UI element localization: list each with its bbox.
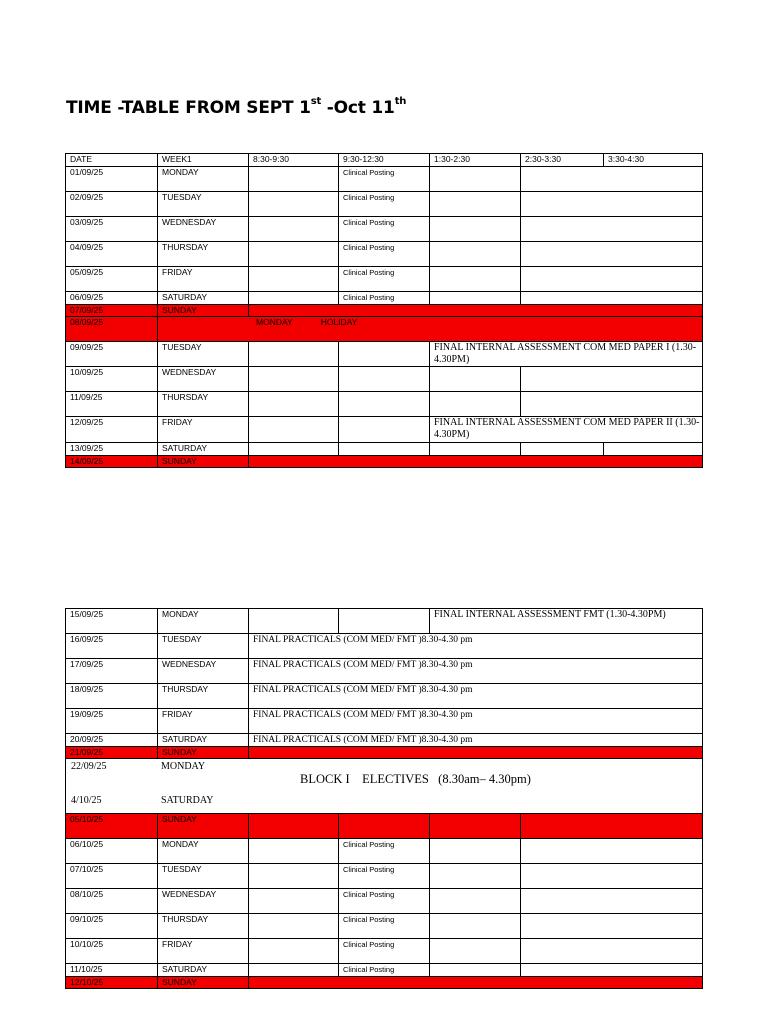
clinical-posting: Clinical Posting <box>339 964 430 977</box>
table-row <box>66 609 703 634</box>
table-row <box>66 217 703 242</box>
block-electives: BLOCK I ELECTIVES (8.30am– 4.30pm) <box>300 772 531 786</box>
row-day: SATURDAY <box>161 795 214 806</box>
table-row-sunday <box>66 977 703 989</box>
table-row-sunday <box>66 814 703 839</box>
header-date: DATE <box>66 154 158 167</box>
row-date: 01/09/25 <box>66 167 158 192</box>
row-day: SUNDAY <box>158 456 249 468</box>
table-row <box>66 889 703 914</box>
table-row <box>66 634 703 659</box>
row-day: SATURDAY <box>158 964 249 977</box>
row-date: 13/09/25 <box>66 443 158 456</box>
table-header-row <box>66 154 703 167</box>
final-practicals: FINAL PRACTICALS (COM MED/ FMT )8.30-4.30 pm <box>249 709 703 734</box>
header-slot-3: 1:30-2:30 <box>430 154 521 167</box>
row-day: FRIDAY <box>158 939 249 964</box>
row-day: MONDAY <box>161 761 206 772</box>
timetable-september <box>65 153 703 468</box>
row-date: 08/09/25 <box>66 317 158 342</box>
table-row <box>66 684 703 709</box>
header-slot-2: 9:30-12:30 <box>339 154 430 167</box>
row-date: 21/09/25 <box>66 747 158 759</box>
exam-com-med-paper-2: FINAL INTERNAL ASSESSMENT COM MED PAPER II (1.30-4.30PM) <box>430 417 703 443</box>
clinical-posting: Clinical Posting <box>339 217 430 242</box>
table-row <box>66 242 703 267</box>
row-day: SATURDAY <box>158 292 249 305</box>
table-row <box>66 342 703 367</box>
table-row <box>66 267 703 292</box>
row-date: 06/10/25 <box>66 839 158 864</box>
row-day: MONDAY <box>158 167 249 192</box>
row-date: 22/09/25 <box>71 761 107 772</box>
table-row <box>66 964 703 977</box>
row-date: 4/10/25 <box>71 795 102 806</box>
row-date: 09/09/25 <box>66 342 158 367</box>
row-day: SUNDAY <box>158 305 249 317</box>
row-day: TUESDAY <box>158 192 249 217</box>
row-date: 03/09/25 <box>66 217 158 242</box>
table-row-sunday <box>66 456 703 468</box>
table-row <box>66 443 703 456</box>
row-date: 10/09/25 <box>66 367 158 392</box>
row-day: SUNDAY <box>158 977 249 989</box>
row-date: 05/09/25 <box>66 267 158 292</box>
clinical-posting: Clinical Posting <box>339 242 430 267</box>
table-row <box>66 839 703 864</box>
final-practicals: FINAL PRACTICALS (COM MED/ FMT )8.30-4.30 pm <box>249 684 703 709</box>
row-date: 14/09/25 <box>66 456 158 468</box>
clinical-posting: Clinical Posting <box>339 292 430 305</box>
header-slot-5: 3:30-4:30 <box>604 154 703 167</box>
header-slot-4: 2:30-3:30 <box>521 154 604 167</box>
header-slot-1: 8:30-9:30 <box>249 154 339 167</box>
row-date: 18/09/25 <box>66 684 158 709</box>
table-row <box>66 659 703 684</box>
table-row <box>66 734 703 747</box>
final-practicals: FINAL PRACTICALS (COM MED/ FMT )8.30-4.30 pm <box>249 734 703 747</box>
row-day: THURSDAY <box>158 392 249 417</box>
row-date: 19/09/25 <box>66 709 158 734</box>
row-date: 02/09/25 <box>66 192 158 217</box>
row-day: SATURDAY <box>158 734 249 747</box>
row-date: 07/09/25 <box>66 305 158 317</box>
table-row <box>66 864 703 889</box>
table-row-sunday <box>66 305 703 317</box>
clinical-posting: Clinical Posting <box>339 864 430 889</box>
row-day: WEDNESDAY <box>158 659 249 684</box>
row-day: MONDAY <box>256 317 293 327</box>
final-practicals: FINAL PRACTICALS (COM MED/ FMT )8.30-4.30 pm <box>249 634 703 659</box>
row-date: 16/09/25 <box>66 634 158 659</box>
row-day: MONDAY <box>158 839 249 864</box>
table-row <box>66 192 703 217</box>
table-row <box>66 914 703 939</box>
row-day: TUESDAY <box>158 634 249 659</box>
row-date: 11/10/25 <box>66 964 158 977</box>
clinical-posting: Clinical Posting <box>339 839 430 864</box>
row-date: 12/10/25 <box>66 977 158 989</box>
row-day: THURSDAY <box>158 684 249 709</box>
clinical-posting: Clinical Posting <box>339 267 430 292</box>
row-date: 06/09/25 <box>66 292 158 305</box>
exam-com-med-paper-1: FINAL INTERNAL ASSESSMENT COM MED PAPER I (1.30-4.30PM) <box>430 342 703 367</box>
table-row-holiday <box>66 317 703 342</box>
row-day: MONDAY <box>158 609 249 634</box>
clinical-posting: Clinical Posting <box>339 914 430 939</box>
clinical-posting: Clinical Posting <box>339 167 430 192</box>
row-day: THURSDAY <box>158 914 249 939</box>
row-day: TUESDAY <box>158 342 249 367</box>
clinical-posting: Clinical Posting <box>339 889 430 914</box>
table-row <box>66 367 703 392</box>
table-row-electives <box>66 759 703 814</box>
final-practicals: FINAL PRACTICALS (COM MED/ FMT )8.30-4.30 pm <box>249 659 703 684</box>
row-day: WEDNESDAY <box>158 367 249 392</box>
clinical-posting: Clinical Posting <box>339 192 430 217</box>
row-date: 07/10/25 <box>66 864 158 889</box>
row-day: FRIDAY <box>158 267 249 292</box>
table-row <box>66 167 703 192</box>
row-date: 08/10/25 <box>66 889 158 914</box>
table-row <box>66 392 703 417</box>
row-day: FRIDAY <box>158 709 249 734</box>
row-day: SUNDAY <box>158 747 249 759</box>
row-date: 04/09/25 <box>66 242 158 267</box>
row-date: 11/09/25 <box>66 392 158 417</box>
header-week: WEEK1 <box>158 154 249 167</box>
table-row <box>66 709 703 734</box>
row-day: SATURDAY <box>158 443 249 456</box>
row-day: WEDNESDAY <box>158 217 249 242</box>
table-row <box>66 939 703 964</box>
row-day: FRIDAY <box>158 417 249 443</box>
row-date: 17/09/25 <box>66 659 158 684</box>
row-date: 10/10/25 <box>66 939 158 964</box>
table-row <box>66 292 703 305</box>
row-date: 05/10/25 <box>66 814 158 839</box>
row-date: 12/09/25 <box>66 417 158 443</box>
exam-fmt: FINAL INTERNAL ASSESSMENT FMT (1.30-4.30PM) <box>430 609 703 634</box>
row-date: 20/09/25 <box>66 734 158 747</box>
clinical-posting: Clinical Posting <box>339 939 430 964</box>
row-day: THURSDAY <box>158 242 249 267</box>
table-row <box>66 417 703 443</box>
row-day: SUNDAY <box>158 814 249 839</box>
row-day: TUESDAY <box>158 864 249 889</box>
timetable-september-october <box>65 608 703 989</box>
holiday-label: HOLIDAY <box>320 317 358 327</box>
page-title: TIME -TABLE FROM SEPT 1st -Oct 11th <box>66 96 407 118</box>
table-row-sunday <box>66 747 703 759</box>
row-date: 15/09/25 <box>66 609 158 634</box>
row-day: WEDNESDAY <box>158 889 249 914</box>
row-date: 09/10/25 <box>66 914 158 939</box>
